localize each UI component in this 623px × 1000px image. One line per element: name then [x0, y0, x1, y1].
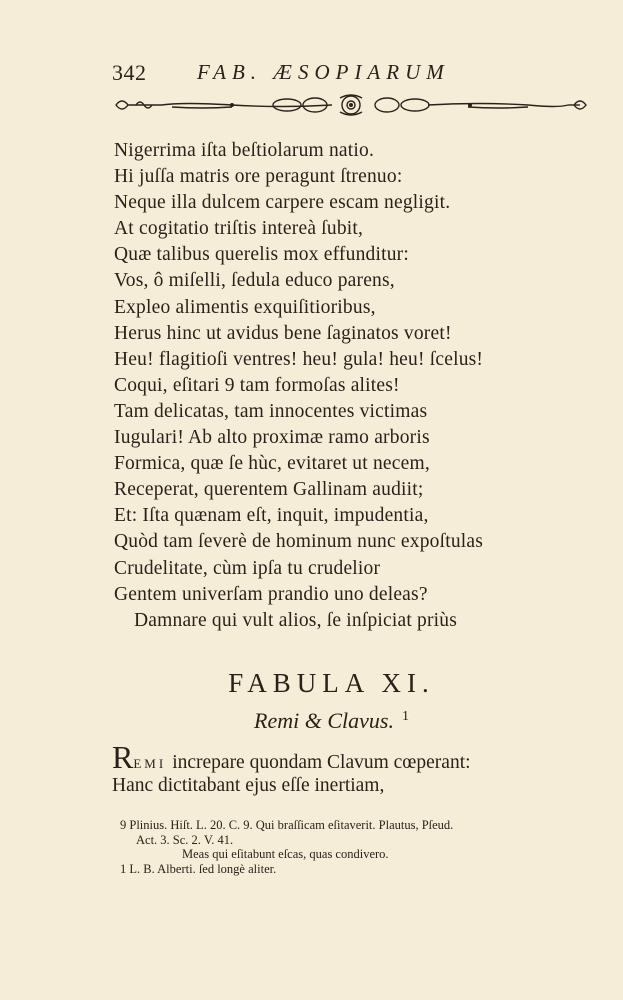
fable-line: [112, 739, 582, 775]
page-header: [112, 58, 502, 92]
fable-subtitle-text: Remi & Clavus.: [254, 708, 394, 733]
verse-line: Iugulari! Ab alto proximæ ramo arboris: [114, 427, 430, 449]
verse-line: Herus hinc ut avidus bene ſaginatos voret!: [114, 322, 452, 344]
running-head: FAB. ÆSOPIARUM: [197, 60, 450, 84]
verse-line: At cogitatio triſtis intereà ſubit,: [114, 218, 364, 240]
footnotes: [120, 818, 590, 876]
fable-subtitle: [0, 708, 623, 734]
verse-line: Formica, quæ ſe hùc, evitaret ut necem,: [114, 453, 430, 475]
verse-line: Crudelitate, cùm ipſa tu crudelior: [114, 557, 381, 579]
footnote: 1 L. B. Alberti. ſed longè aliter.: [120, 861, 277, 876]
verse-line: Neque illa dulcem carpere escam negligit.: [114, 192, 451, 214]
verse-line: Expleo alimentis exquiſitioribus,: [114, 296, 376, 318]
verse-line: Tam delicatas, tam innocentes victimas: [114, 400, 428, 422]
small-caps-word: EMI: [133, 756, 167, 771]
verse-line: Receperat, querentem Gallinam audiit;: [114, 479, 424, 501]
verse-line: Quòd tam ſeverè de hominum nunc expoſtulas: [114, 531, 484, 553]
moral-line: Damnare qui vult alios, ſe inſpiciat priùs: [134, 609, 458, 631]
verse-line: Hi juſſa matris ore peragunt ſtrenuo:: [114, 166, 403, 188]
footnote: 9 Plinius. Hiſt. L. 20. C. 9. Qui braſſicam eſitaverit. Plautus, Pſeud.: [120, 818, 454, 832]
verse-line: Quæ talibus querelis mox effunditur:: [114, 244, 409, 266]
fable-text: [112, 739, 582, 800]
verse-line: Gentem univerſam prandio uno deleas?: [114, 583, 428, 605]
verse-line: Heu! flagitioſi ventres! heu! gula! heu! ſcelus!: [114, 348, 484, 370]
fable-heading: FABULA XI.: [228, 668, 435, 698]
footnote-quote: Meas qui eſitabunt eſcas, quas condivero.: [182, 847, 389, 861]
verse-line: Et: Iſta quænam eſt, inquit, impudentia,: [114, 505, 429, 527]
fable-line-rest: increpare quondam Clavum cœperant:: [172, 752, 471, 773]
drop-cap: R: [112, 739, 134, 775]
floral-rule-ornament-icon: [112, 94, 590, 116]
fable-line: Hanc dictitabant ejus eſſe inertiam,: [112, 775, 385, 796]
verse-block: [114, 138, 574, 634]
verse-line: Vos, ô miſelli, ſedula educo parens,: [114, 270, 395, 292]
footnote-continuation: Act. 3. Sc. 2. V. 41.: [136, 832, 234, 847]
page-number: 342: [112, 60, 147, 85]
footnote-marker: 1: [401, 709, 409, 724]
verse-line: Coqui, eſitari 9 tam formoſas alites!: [114, 374, 400, 396]
verse-line: Nigerrima iſta beſtiolarum natio.: [114, 140, 375, 161]
